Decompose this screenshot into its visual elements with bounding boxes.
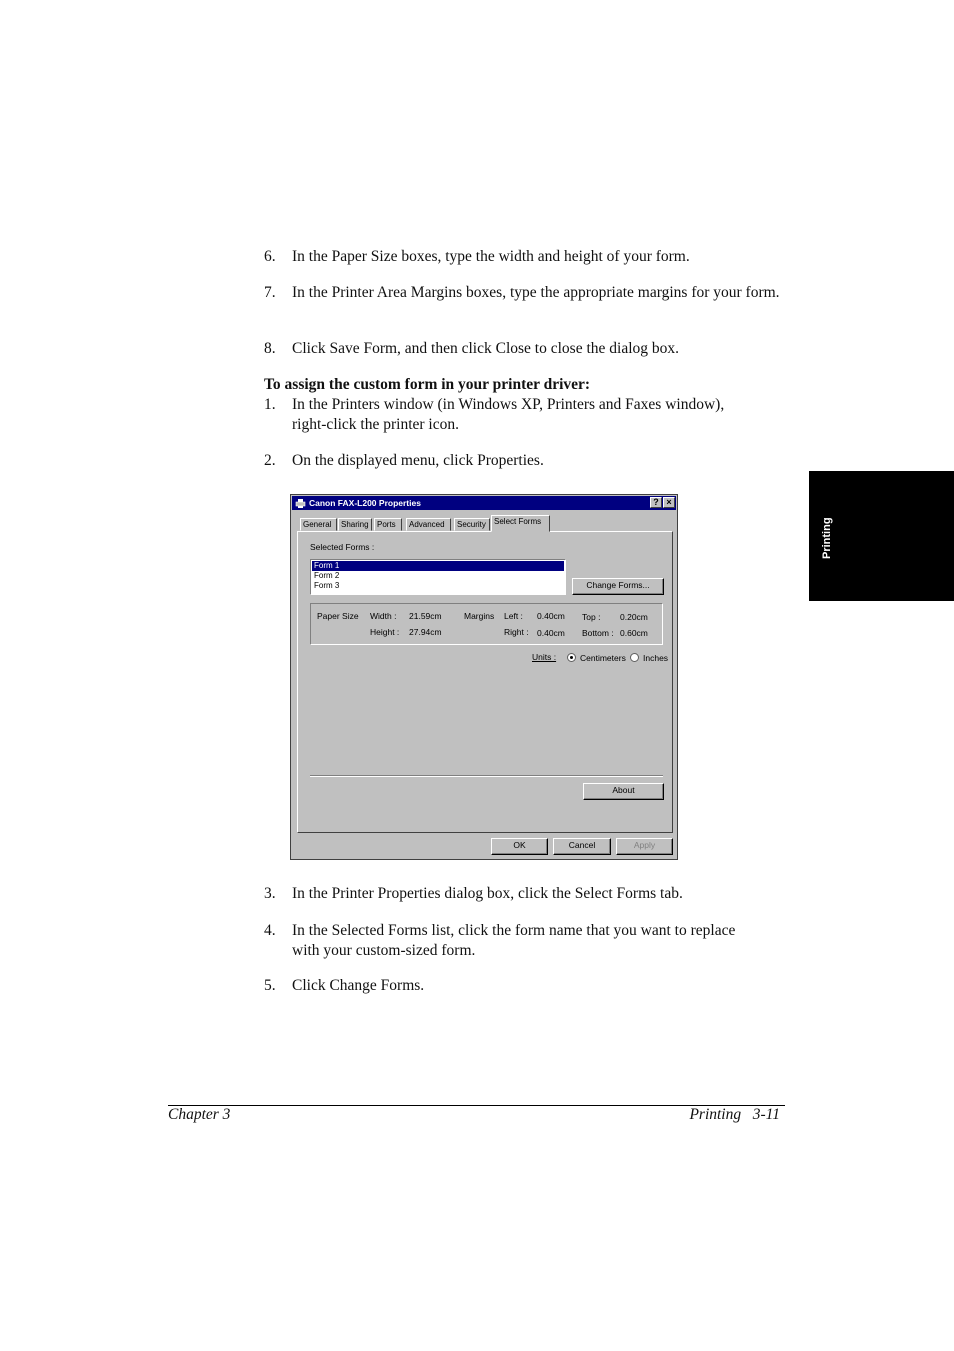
step-number: 1. <box>264 396 276 413</box>
left-label: Left : <box>504 611 523 621</box>
step-number: 2. <box>264 452 276 469</box>
printer-properties-dialog <box>290 494 678 860</box>
step-text: In the Printers window (in Windows XP, Printers and Faxes window), right-click the printer icon. <box>292 396 725 433</box>
step-number: 3. <box>264 885 276 902</box>
tab-select-forms[interactable]: Select Forms <box>491 515 550 532</box>
step-1 <box>264 395 784 434</box>
about-button[interactable]: About <box>583 783 664 800</box>
step-4 <box>264 921 784 960</box>
top-value: 0.20cm <box>620 612 648 622</box>
tab-ports[interactable]: Ports <box>374 518 402 531</box>
footer-page: Printing 3-11 <box>689 1106 780 1123</box>
ok-button[interactable]: OK <box>491 838 548 855</box>
centimeters-label: Centimeters <box>580 653 626 663</box>
list-item[interactable]: Form 3 <box>314 581 340 590</box>
step-text: In the Selected Forms list, click the form name that you want to replace with your custom-sized form. <box>292 922 736 959</box>
inches-radio[interactable] <box>630 653 639 662</box>
left-value: 0.40cm <box>537 611 565 621</box>
radio-selected-dot <box>570 656 573 659</box>
step-2 <box>264 451 784 471</box>
width-value: 21.59cm <box>409 611 442 621</box>
step-text: In the Printer Properties dialog box, click the Select Forms tab. <box>292 885 683 902</box>
selected-forms-list[interactable] <box>310 559 566 595</box>
step-text: In the Paper Size boxes, type the width and height of your form. <box>292 248 690 265</box>
apply-button[interactable]: Apply <box>616 838 673 855</box>
select-forms-panel <box>297 531 673 833</box>
tab-general[interactable]: General <box>300 518 337 531</box>
step-text: On the displayed menu, click Properties. <box>292 452 544 469</box>
step-number: 7. <box>264 284 276 301</box>
tab-advanced[interactable]: Advanced <box>406 518 451 531</box>
step-text: Click Change Forms. <box>292 977 425 994</box>
close-button[interactable]: × <box>663 497 675 508</box>
paper-size-label: Paper Size <box>317 611 359 621</box>
list-item[interactable]: Form 1 <box>312 561 564 571</box>
dialog-title: Canon FAX-L200 Properties <box>309 498 421 508</box>
dialog-titlebar <box>292 496 676 510</box>
step-text: Click Save Form, and then click Close to close the dialog box. <box>292 340 680 357</box>
step-text: In the Printer Area Margins boxes, type the appropriate margins for your form. <box>292 284 780 301</box>
width-label: Width : <box>370 611 397 621</box>
units-label: Units : <box>532 652 557 662</box>
step-number: 6. <box>264 248 276 265</box>
bottom-label: Bottom : <box>582 628 614 638</box>
inches-label: Inches <box>643 653 669 663</box>
step-5 <box>264 976 784 996</box>
selected-forms-label: Selected Forms : <box>310 542 375 552</box>
height-label: Height : <box>370 627 400 637</box>
change-forms-button[interactable]: Change Forms... <box>572 578 664 595</box>
panel-divider <box>310 775 663 777</box>
side-tab-label: Printing <box>821 517 833 559</box>
step-number: 8. <box>264 340 276 357</box>
footer-chapter: Chapter 3 <box>168 1106 231 1123</box>
step-number: 4. <box>264 922 276 939</box>
cancel-button[interactable]: Cancel <box>553 838 611 855</box>
form-info-group <box>310 603 663 645</box>
right-value: 0.40cm <box>537 628 565 638</box>
chapter-side-tab <box>809 471 954 601</box>
section-heading: To assign the custom form in your printer driver: <box>264 376 591 393</box>
top-label: Top : <box>582 612 601 622</box>
tab-sharing[interactable]: Sharing <box>338 518 372 531</box>
step-8 <box>264 339 784 359</box>
printer-icon <box>295 498 306 508</box>
help-button[interactable]: ? <box>650 497 662 508</box>
right-label: Right : <box>504 627 529 637</box>
step-6 <box>264 247 784 267</box>
height-value: 27.94cm <box>409 627 442 637</box>
step-3 <box>264 884 784 904</box>
step-number: 5. <box>264 977 276 994</box>
centimeters-radio[interactable] <box>567 653 576 662</box>
margins-label: Margins <box>464 611 495 621</box>
bottom-value: 0.60cm <box>620 628 648 638</box>
step-7 <box>264 283 784 303</box>
tab-security[interactable]: Security <box>454 518 490 531</box>
list-item[interactable]: Form 2 <box>314 571 340 580</box>
